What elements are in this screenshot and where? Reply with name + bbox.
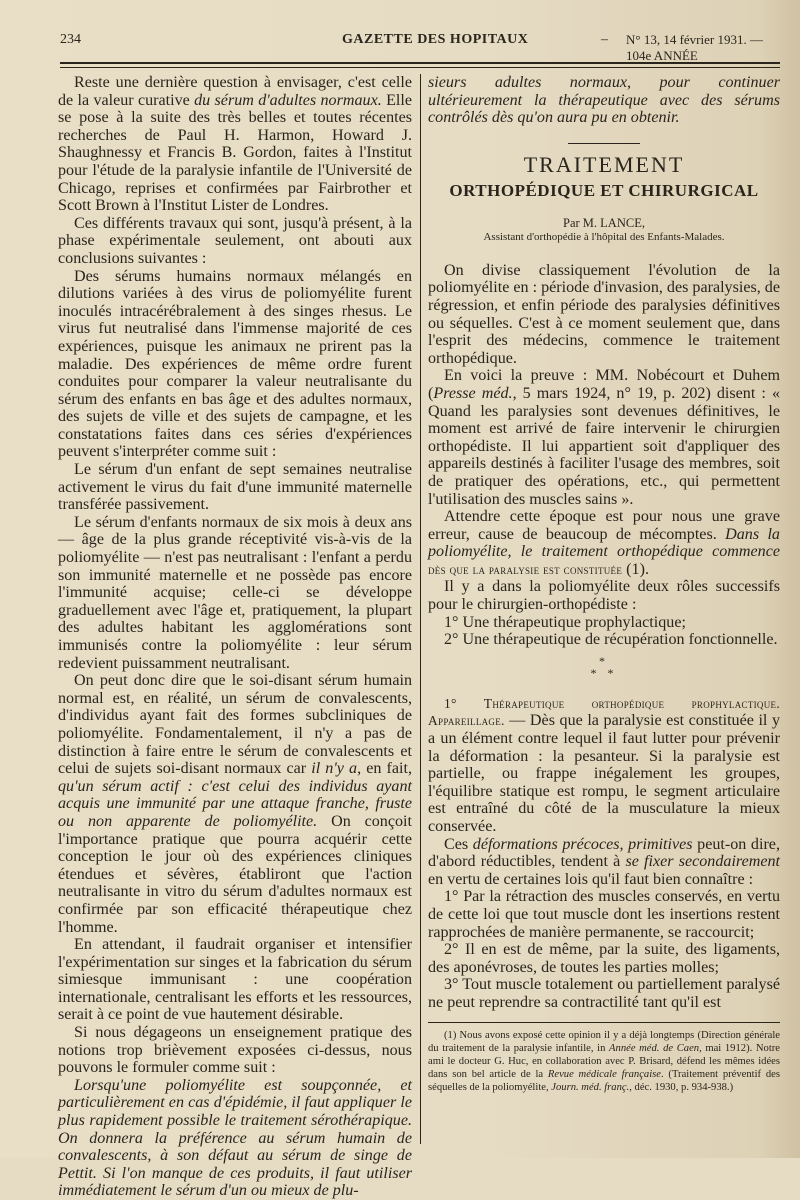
separator-rule [568,143,640,144]
right-column [428,74,780,1094]
article-subtitle: ORTHOPÉDIQUE ET CHIRURGICAL [449,180,759,200]
continued-paragraph: sieurs adultes normaux, pour continuer ultérieurement la thérapeutique avec des sérums contrôlés dès qu'on aura pu en obtenir. [428,74,780,127]
paragraph: Ces déformations précoces, primitives peut-on dire, d'abord réductibles, tendent à se fixer secondairement en vertu de certaines lois qu'il faut bien connaître : [428,835,781,888]
paragraph: En voici la preuve : MM. Nobécourt et Duhem (Presse méd., 5 mars 1924, n° 19, p. 202) disent : « Quand les paralysies sont devenues définitives, le moment est arrivé de faire intervenir le chirurgien orthopédiste. Il lui appartient soit d'appliquer des appareils destinés à faciliter l'usage des membres, soit de pratiquer des opérations, etc., qui permettent l'utilisation des muscles sains ». [428,367,780,508]
issue-info: N° 13, 14 février 1931. — 104e ANNÉE [626,32,763,63]
paragraph: Le sérum d'un enfant de sept semaines neutralise activement le virus du fait d'une immunité maternelle transférée passivement. [58,461,412,514]
left-column [58,74,412,1200]
paragraph: Le sérum d'enfants normaux de six mois à deux ans — âge de la plus grande réceptivité vis-à-vis de la poliomyélite — n'est pas neutralisant : l'enfant a perdu son immunité maternelle et ne possède pas encore l'immunité acquise; celle-ci se développe graduellement avec l'âge et, pratiquement, la plupart des adultes habitant les agglomérations sont immunisés contre la poliomyélite : leur sérum redevient puissamment neutralisant. [58,513,412,672]
header-dash: – [601,32,608,47]
paragraph: On divise classiquement l'évolution de la poliomyélite en : période d'invasion, des paralysies, de régression, et enfin période des paralysies définitives ou séquelles. C'est à ce moment seulement que, dans l'esprit des médecins, commence le traitement orthopédique. [428,261,780,367]
page-number: 234 [60,32,81,47]
header-rule-thin [60,67,780,68]
author: Par M. LANCE, [563,215,645,230]
section-heading-paragraph: 1° Thérapeutique orthopédique prophylactique. Appareillage. — Dès que la paralysie est constituée il y a un élément contre lequel il faut lutter pour prévenir la déformation : la pesanteur. Si la paralysie est partielle, ou frappe inégalement les groupes, l'équilibre statique est rompu, le segment articulaire est entraîné du côté de la musculature la mieux conservée. [428,695,780,835]
list-item: 1° Par la rétraction des muscles conservés, en vertu de cette loi que tout muscle dont les insertions restent rapprochées de manière permanente, se raccourcit; [428,888,780,941]
paragraph: Si nous dégageons un enseignement pratique des notions trop brièvement exposées ci-dessus, nous pouvons le formuler comme suit : [58,1024,412,1077]
paragraph: Reste une dernière question à envisager, c'est celle de la valeur curative du sérum d'adultes normaux. Elle se pose à la suite des très belles et toutes récentes recherches de Paul H. Harmon, Howard J. Shaughnessy et Francis B. Gordon, faites à l'Institut pour l'étude de la paralysie infantile de l'Université de Chicago, reprises et confirmées par Fairbrother et Scott Brown à l'Institut Lister de Londres. [58,74,412,215]
article-title: TRAITEMENT [523,151,685,177]
list-item: 2° Une thérapeutique de récupération fonctionnelle. [444,631,778,649]
paragraph: On peut donc dire que le soi-disant sérum humain normal est, en réalité, un sérum de convalescents, d'individus ayant fait des formes subcliniques de poliomyélite. Fondamentalement, il n'y a pas de distinction à faire entre le sérum de convalescents et celui de sujets soi-disant normaux car il n'y a, en fait, qu'un sérum actif : c'est celui des individus ayant acquis une immunité par une attaque franche, fruste ou non apparente de poliomyélite. On conçoit l'importance pratique que pourra acquérir cette conception le jour où des expériences cliniques étendues et sévères, établiront que l'action neutralisante in vitro du sérum d'adultes normaux est confirmée par son efficacité thérapeutique chez l'homme. [58,672,413,936]
list-item: 3° Tout muscle totalement ou partiellement paralysé ne peut reprendre sa contractilité tant qu'il est [428,976,780,1011]
paragraph-italic: Lorsqu'une poliomyélite est soupçonnée, et particulièrement en cas d'épidémie, il faut appliquer le plus rapidement possible le traitement sérothérapique. On donnera la préférence au sérum humain de convalescents, à son défaut au sérum de singe de Pettit. Si l'on manque de ces produits, il faut utiliser immédiatement le sérum d'un ou mieux de plu- [58,1076,412,1200]
list-item: 1° Une thérapeutique prophylactique; [444,613,686,631]
paragraph: Il y a dans la poliomyélite deux rôles successifs pour le chirurgien-orthopédiste : [428,578,780,614]
footnote-rule [428,1022,780,1023]
footnote: (1) Nous avons exposé cette opinion il y a déjà longtemps (Direction générale du traitement de la paralysie infantile, in Année méd. de Caen, mai 1912). Notre ami le docteur G. Huc, en collaboration avec P. Brisard, défend les mêmes idées dans son bel article de la Revue médicale française. (Traitement préventif des séquelles de la poliomyélite, Journ. méd. franç., déc. 1930, p. 934-938.) [428,1029,780,1093]
journal-title: GAZETTE DES HOPITAUX [342,32,529,47]
column-divider [420,74,421,1144]
list-item: 2° Il en est de même, par la suite, des ligaments, des aponévroses, de toutes les parties molles; [428,941,780,976]
running-header [60,32,782,63]
paragraph: En attendant, il faudrait organiser et intensifier l'expérimentation sur singes et la fabrication du sérum simiesque immunisant : une coopération internationale, centralisant les efforts et les ressources, serait à ce point de vue hautement désirable. [58,936,412,1024]
author-role: Assistant d'orthopédie à l'hôpital des Enfants-Malades. [483,230,725,243]
paragraph: Des sérums humains normaux mélangés en dilutions variées à des virus de poliomyélite furent inoculés intracérébralement à des singes rhesus. Le virus fut neutralisé dans l'immense majorité de ces expériences, puisque les animaux ne prirent pas la maladie. Des expériences de même ordre furent conduites pour comparer la valeur neutralisante du sérum des enfants en bas âge et des adultes normaux, des sujets de ville et des sujets de campagne, et les constatations faites dans ces séries d'expériences peuvent s'interpréter comme suit : [58,267,412,461]
section-stars: * * * [590,653,618,680]
header-rule [60,62,780,64]
paragraph: Attendre cette époque est pour nous une grave erreur, cause de beaucoup de mécomptes. Dans la poliomyélite, le traitement orthopédique commence dès que la paralysie est constituée (1). [428,508,780,578]
paragraph: Ces différents travaux qui sont, jusqu'à présent, à la phase expérimentale seulement, ont abouti aux conclusions suivantes : [58,214,412,267]
